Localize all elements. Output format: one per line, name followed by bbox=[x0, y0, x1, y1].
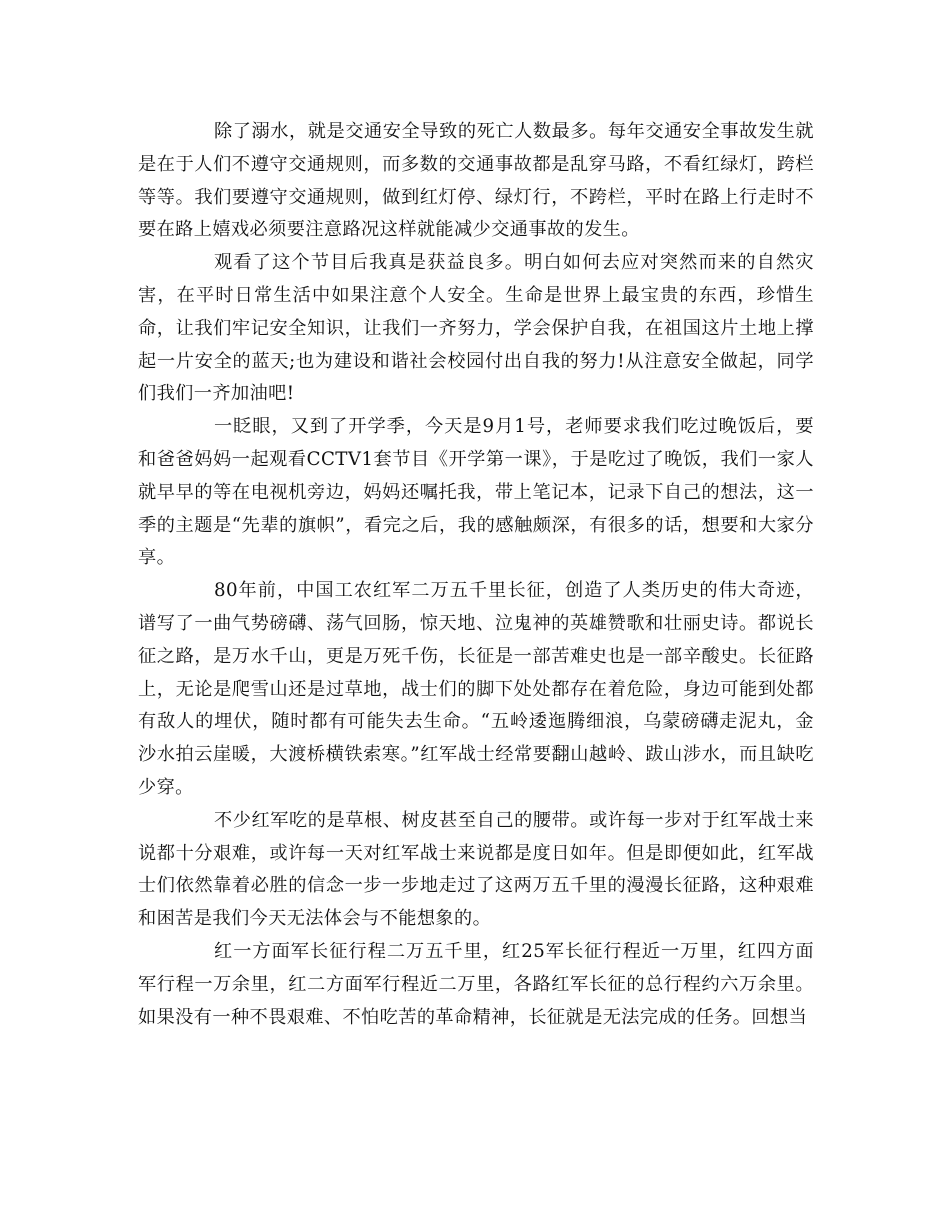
paragraph-school-season: 一眨眼，又到了开学季，今天是9月1号，老师要求我们吃过晚饭后，要和爸爸妈妈一起观看CCTV1套节目《开学第一课》，于是吃过了晚饭，我们一家人就早早的等在电视机旁边，妈妈还嘱托我，带上笔记本，记录下自己的想法，这一季的主题是“先辈的旗帜”，看完之后，我的感触颇深，有很多的话，想要和大家分享。 bbox=[138, 416, 814, 569]
paragraph-march-distances: 红一方面军长征行程二万五千里，红25军长征行程近一万里，红四方面军行程一万余里，红二方面军行程近二万里，各路红军长征的总行程约六万余里。如果没有一种不畏艰难、不怕吃苦的革命精神，长征就是无法完成的任务。回想当 bbox=[138, 940, 814, 1028]
document-body bbox=[138, 116, 814, 1034]
paragraph-program-reflection: 观看了这个节目后我真是获益良多。明白如何去应对突然而来的自然灾害，在平时日常生活中如果注意个人安全。生命是世界上最宝贵的东西，珍惜生命，让我们牢记安全知识，让我们一齐努力，学会保护自我，在祖国这片土地上撑起一片安全的蓝天;也为建设和谐社会校园付出自我的努力!从注意安全做起，同学们我们一齐加油吧! bbox=[138, 252, 814, 405]
paragraph-red-army-hardship: 不少红军吃的是草根、树皮甚至自己的腰带。或许每一步对于红军战士来说都十分艰难，或许每一天对红军战士来说都是度日如年。但是即便如此，红军战士们依然靠着必胜的信念一步一步地走过了这两万五千里的漫漫长征路，这种艰难和困苦是我们今天无法体会与不能想象的。 bbox=[138, 809, 814, 930]
paragraph-traffic-safety: 除了溺水，就是交通安全导致的死亡人数最多。每年交通安全事故发生就是在于人们不遵守交通规则，而多数的交通事故都是乱穿马路，不看红绿灯，跨栏等等。我们要遵守交通规则，做到红灯停、绿灯行，不跨栏，平时在路上行走时不要在路上嬉戏必须要注意路况这样就能减少交通事故的发生。 bbox=[138, 121, 814, 241]
paragraph-long-march: 80年前，中国工农红军二万五千里长征，创造了人类历史的伟大奇迹，谱写了一曲气势磅礴、荡气回肠，惊天地、泣鬼神的英雄赞歌和壮丽史诗。都说长征之路，是万水千山，更是万死千伤，长征是一部苦难史也是一部辛酸史。长征路上，无论是爬雪山还是过草地，战士们的脚下处处都存在着危险，身边可能到处都有敌人的埋伏，随时都有可能失去生命。“五岭逶迤腾细浪，乌蒙磅礴走泥丸，金沙水拍云崖暖，大渡桥横铁索寒。”红军战士经常要翻山越岭、跋山涉水，而且缺吃少穿。 bbox=[138, 580, 814, 798]
